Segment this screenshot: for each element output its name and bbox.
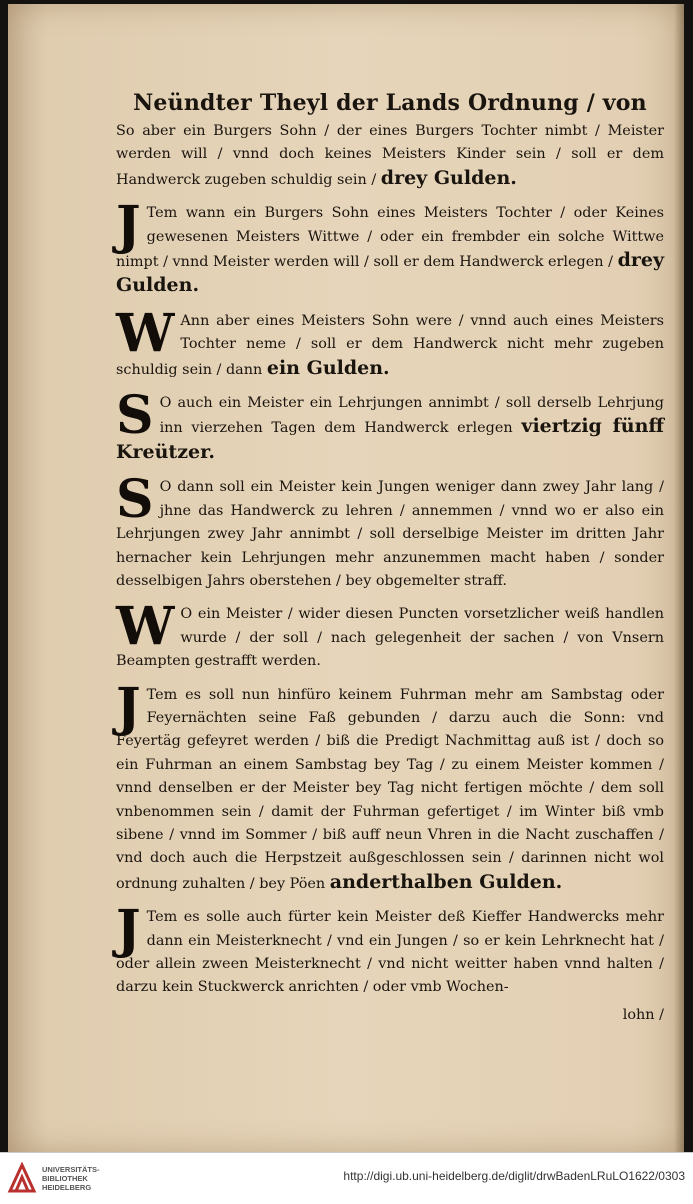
drop-cap: W — [116, 596, 175, 658]
paragraph-2 — [116, 195, 665, 300]
paragraph-text: es solle auch fürter kein Meister deß Kieffer Handwercks mehr dann ein Meisterknecht / vnd ein Jungen / so er kein Lehrknecht hat / oder allein zween Meisterknecht / vnd nicht weitter haben vnnd halten / darzu kein Stuckwerck anrichten / oder vmb Wochen- — [116, 909, 664, 996]
book-page — [8, 4, 684, 1152]
paragraph-1 — [116, 120, 664, 192]
paragraph-6 — [116, 596, 664, 673]
lead-word: O — [180, 606, 193, 623]
viewer-footer — [0, 1152, 693, 1204]
paragraph-text: aber eines Meisters Sohn were / vnnd auch eines Meisters Tochter neme / soll er dem Handwerck nicht mehr zugeben schuldig sein / dann — [116, 312, 664, 378]
lead-word: Tem — [146, 205, 178, 222]
paragraph-text: wann ein Burgers Sohn eines Meisters Tochter / oder Keines gewesenen Meisters Wittwe / oder ein frembder ein solche Wittwe nimpt / vnnd Meister werden will / soll er dem Handwerck erlegen / — [116, 205, 664, 271]
paragraph-text: So aber ein Burgers Sohn / der eines Burgers Tochter nimbt / Meister werden will / vnnd doch keines Meisters Kinder sein / soll er dem Handwerck zugeben schuldig sein / — [116, 123, 664, 188]
lead-word: Tem — [146, 686, 178, 703]
paragraph-4 — [116, 385, 665, 466]
drop-cap: W — [116, 302, 175, 364]
paragraph-text: es soll nun hinfüro keinem Fuhrman mehr am Sambstag oder Feyernächten seine Faß gebunden / darzu auch die Sonn: vnd Feyertäg gefeyret werden / biß die Predigt Nachmittag auß ist / doch so ein Fuhrman an einem Sambstag bey Tag / zu einem Meister kommen / vnnd denselben er der Meister bey Tag nicht fertigen möchte / dem soll vnbenommen sein / damit der Fuhrman gefertiget / im Winter biß vmb sibene / vnnd im Sommer / biß auff neun Vhren in die Nacht zuschaffen / vnd doch auch die Herpstzeit außgeschlossen sein / darinnen nicht wol ordnung zuhalten / bey Pöen — [116, 686, 664, 892]
library-name — [42, 1165, 100, 1192]
library-name-line: HEIDELBERG — [42, 1183, 92, 1192]
paragraph-text: ein Meister / wider diesen Puncten vorsetzlicher weiß handlen wurde / der soll / nach gelegenheit der sachen / von Vnsern Beampten gestrafft werden. — [116, 606, 664, 670]
lead-word: Tem — [146, 909, 178, 926]
drop-cap: J — [116, 676, 141, 738]
paragraph-text: dann soll ein Meister kein Jungen weniger dann zwey Jahr lang / jhne das Handwerck zu lehren / annemmen / vnnd wo er also ein Lehrjungen zwey Jahr annimbt / soll derselbige Meister im dritten Jahr hernacher kein Lehrjungen mehr anzunemmen macht haben / sonder desselbigen Jahrs oberstehen / bey obgemelter straff. — [116, 479, 664, 589]
lead-word: Ann — [180, 312, 210, 329]
amount: drey Gulden. — [116, 249, 665, 297]
library-name-line: UNIVERSITÄTS- — [42, 1165, 100, 1174]
drop-cap: S — [116, 385, 154, 447]
library-name-line: BIBLIOTHEK — [42, 1174, 88, 1183]
drop-cap: J — [116, 195, 141, 257]
paragraph-text: auch ein Meister ein Lehrjungen annimbt / soll derselb Lehrjung inn vierzehen Tagen dem Handwerck erlegen — [159, 395, 665, 437]
paragraph-5 — [116, 469, 664, 593]
amount: ein Gulden. — [266, 356, 390, 379]
running-header: Neündter Theyl der Lands Ordnung / von — [133, 90, 647, 116]
permalink-url[interactable]: http://digi.ub.uni-heidelberg.de/diglit/drwBadenLRuLO1622/0303 — [343, 1169, 685, 1183]
drop-cap: J — [116, 899, 141, 961]
lead-word: O — [159, 395, 172, 412]
paragraph-7 — [116, 676, 664, 897]
lead-word: O — [159, 479, 172, 496]
catchword: lohn / — [622, 1006, 664, 1023]
paragraph-3 — [116, 302, 664, 382]
amount: viertzig fünff Kreützer. — [116, 415, 664, 463]
page-text — [116, 90, 664, 1027]
library-logo-icon — [7, 1162, 37, 1194]
amount: drey Gulden. — [380, 166, 517, 189]
paragraph-8 — [116, 899, 664, 1000]
amount: anderthalben Gulden. — [329, 870, 563, 893]
drop-cap: S — [116, 469, 154, 531]
